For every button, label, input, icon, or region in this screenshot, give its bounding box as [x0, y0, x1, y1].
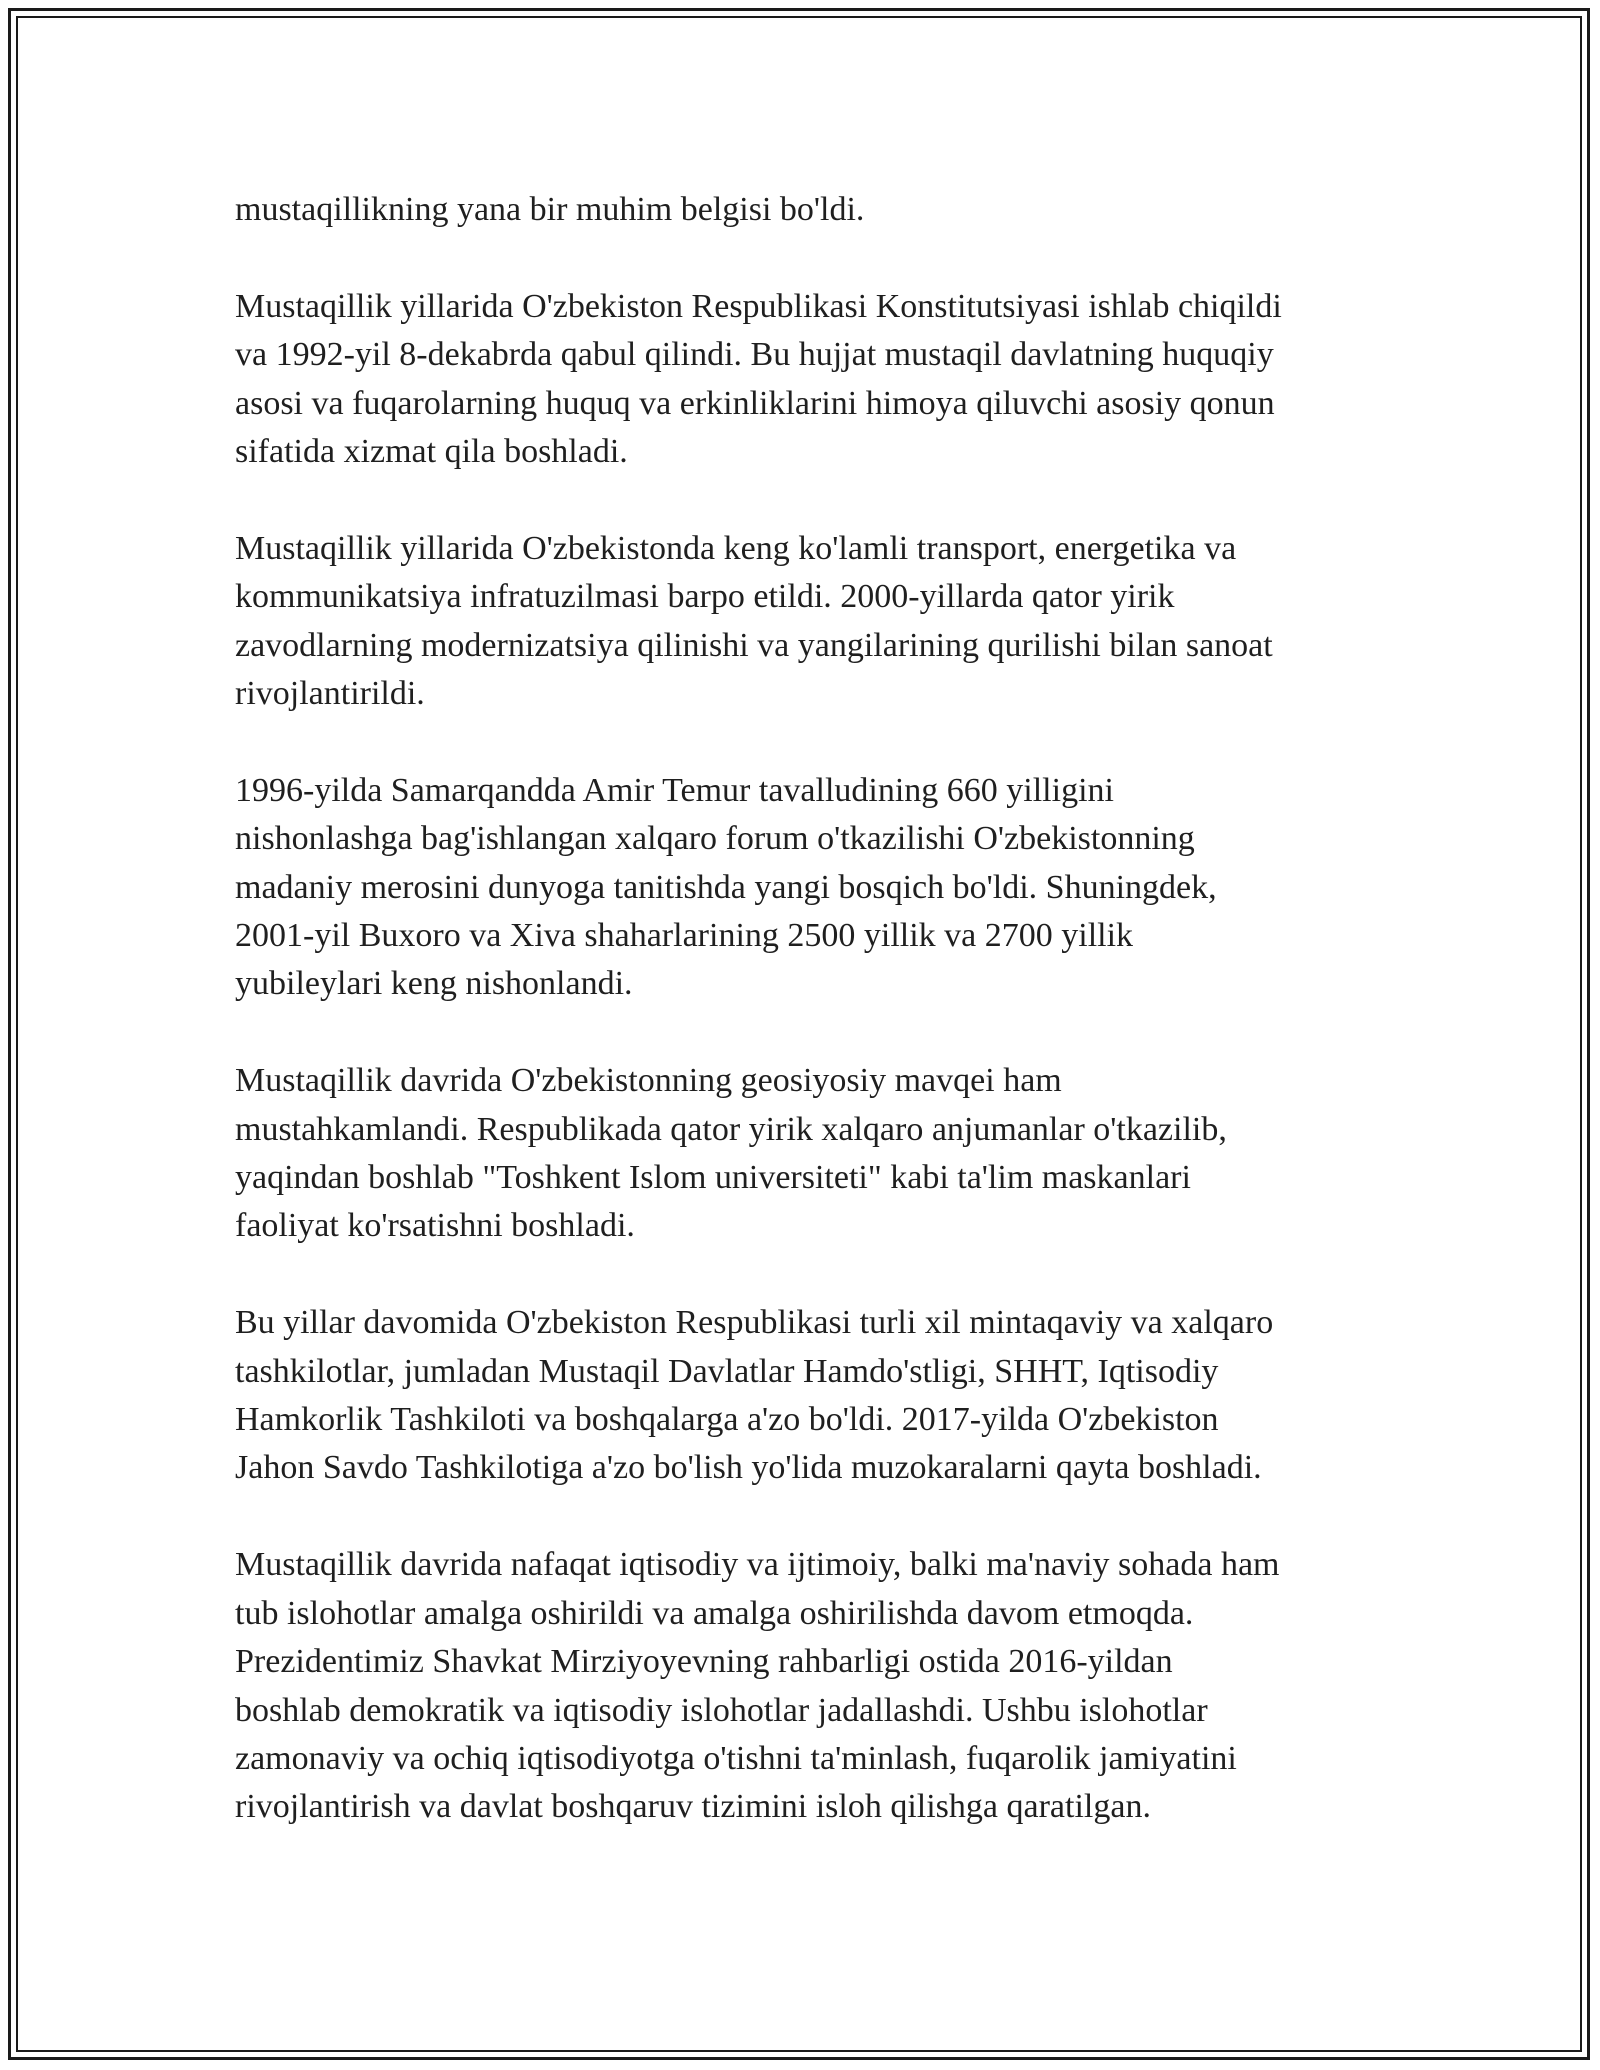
paragraph-1	[235, 186, 1375, 234]
text-line: kommunikatsiya infratuzilmasi barpo etildi. 2000-yillarda qator yirik	[235, 578, 1175, 616]
text-line: Bu yillar davomida O'zbekiston Respublikasi turli xil mintaqaviy va xalqaro	[235, 1304, 1274, 1342]
paragraph-3	[235, 525, 1375, 719]
text-line: mustaqillikning yana bir muhim belgisi bo'ldi.	[235, 191, 865, 228]
text-line: asosi va fuqarolarning huquq va erkinliklarini himoya qiluvchi asosiy qonun	[235, 384, 1275, 422]
text-line: Hamkorlik Tashkiloti va boshqalarga a'zo bo'ldi. 2017-yilda O'zbekiston	[235, 1401, 1219, 1439]
text-line: mustahkamlandi. Respublikada qator yirik xalqaro anjumanlar o'tkazilib,	[235, 1110, 1227, 1148]
text-line: zavodlarning modernizatsiya qilinishi va yangilarining qurilishi bilan sanoat	[235, 626, 1273, 664]
text-line: Mustaqillik yillarida O'zbekistonda keng ko'lamli transport, energetika va	[235, 529, 1237, 567]
text-line: Jahon Savdo Tashkilotiga a'zo bo'lish yo'lida muzokaralarni qayta boshladi.	[235, 1449, 1262, 1487]
text-line: sifatida xizmat qila boshladi.	[235, 433, 628, 471]
text-line: Prezidentimiz Shavkat Mirziyoyevning rahbarligi ostida 2016-yildan	[235, 1643, 1173, 1681]
text-line: rivojlantirish va davlat boshqaruv tizimini isloh qilishga qaratilgan.	[235, 1788, 1151, 1826]
paragraph-4	[235, 767, 1375, 1009]
paragraph-7	[235, 1541, 1375, 1831]
text-line: tub islohotlar amalga oshirildi va amalga oshirilishda davom etmoqda.	[235, 1594, 1194, 1632]
text-line: yubileylari keng nishonlandi.	[235, 965, 633, 1003]
text-line: 1996-yilda Samarqandda Amir Temur tavalludining 660 yilligini	[235, 771, 1114, 809]
text-line: rivojlantirildi.	[235, 675, 425, 713]
text-line: nishonlashga bag'ishlangan xalqaro forum o'tkazilishi O'zbekistonning	[235, 820, 1195, 858]
text-line: madaniy merosini dunyoga tanitishda yangi bosqich bo'ldi. Shuningdek,	[235, 868, 1217, 906]
paragraph-6	[235, 1299, 1375, 1493]
text-line: yaqindan boshlab "Toshkent Islom universiteti" kabi ta'lim maskanlari	[235, 1159, 1191, 1197]
document-body	[235, 186, 1375, 1880]
text-line: 2001-yil Buxoro va Xiva shaharlarining 2500 yillik va 2700 yillik	[235, 917, 1134, 955]
text-line: tashkilotlar, jumladan Mustaqil Davlatlar Hamdo'stligi, SHHT, Iqtisodiy	[235, 1352, 1219, 1390]
text-line: zamonaviy va ochiq iqtisodiyotga o'tishni ta'minlash, fuqarolik jamiyatini	[235, 1739, 1237, 1777]
text-line: Mustaqillik yillarida O'zbekiston Respublikasi Konstitutsiyasi ishlab chiqildi	[235, 287, 1282, 325]
paragraph-5	[235, 1057, 1375, 1251]
text-line: Mustaqillik davrida nafaqat iqtisodiy va ijtimoiy, balki ma'naviy sohada ham	[235, 1546, 1280, 1584]
text-line: faoliyat ko'rsatishni boshladi.	[235, 1207, 635, 1245]
paragraph-2	[235, 283, 1375, 477]
text-line: va 1992-yil 8-dekabrda qabul qilindi. Bu hujjat mustaqil davlatning huquqiy	[235, 336, 1274, 374]
text-line: Mustaqillik davrida O'zbekistonning geosiyosiy mavqei ham	[235, 1062, 1062, 1100]
text-line: boshlab demokratik va iqtisodiy islohotlar jadallashdi. Ushbu islohotlar	[235, 1691, 1208, 1729]
